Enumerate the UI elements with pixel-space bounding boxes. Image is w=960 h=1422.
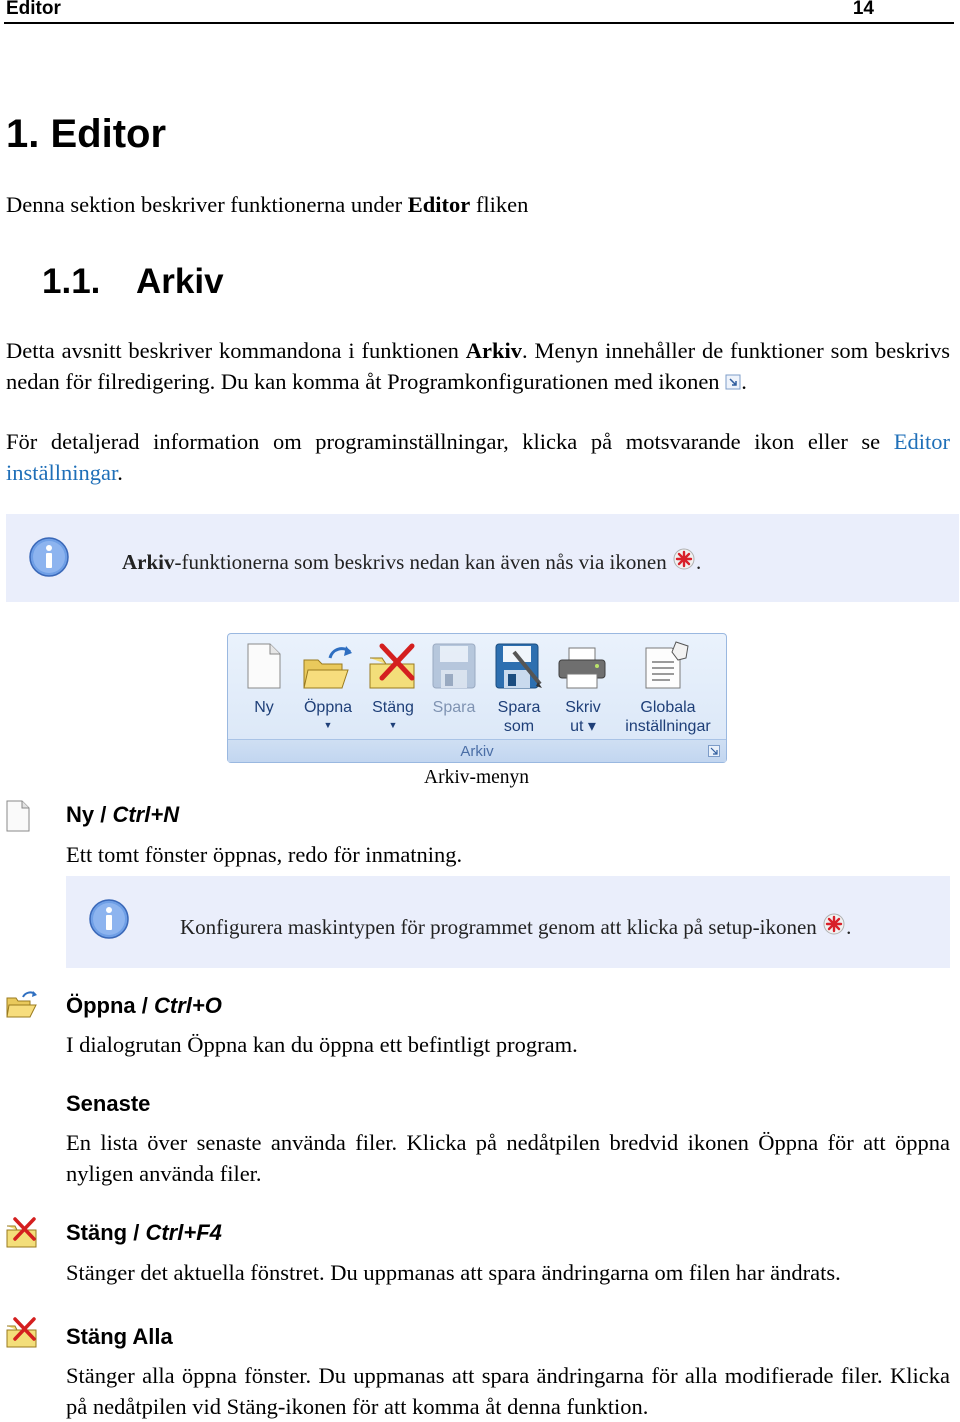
setup-icon[interactable] <box>672 547 696 571</box>
header-title: Editor <box>6 0 61 19</box>
cmd-new-name: Ny / <box>66 802 113 827</box>
note2-text: Konfigurera maskintypen för programmet genom att klicka på setup-ikonen <box>180 915 823 939</box>
heading-2 <box>42 262 224 302</box>
ribbon-new-button[interactable] <box>246 642 282 695</box>
cmd-open-title <box>66 993 222 1019</box>
save-disk-icon <box>431 677 477 694</box>
ribbon-global-label-1: Globala <box>640 699 696 716</box>
settings-document-icon <box>642 677 692 694</box>
setup-note <box>66 876 950 968</box>
ribbon-save-button[interactable] <box>431 642 477 695</box>
ribbon-save-as-button[interactable] <box>494 642 544 695</box>
info-icon <box>28 536 70 583</box>
ribbon-open-label: Öppna <box>303 699 353 716</box>
cmd-close-shortcut: Ctrl+F4 <box>145 1220 222 1245</box>
ribbon-group-label: Arkiv <box>460 743 494 760</box>
info-icon <box>88 898 130 945</box>
close-small-icon <box>6 1216 38 1253</box>
ribbon-print-label-1: Skriv <box>565 699 601 716</box>
intro-paragraph <box>6 189 528 220</box>
cmd-new-shortcut: Ctrl+N <box>112 802 180 827</box>
heading-1: 1. Editor <box>6 112 167 156</box>
ribbon-close-button[interactable] <box>368 642 418 695</box>
ribbon-close-label: Stäng <box>372 699 414 716</box>
note2-text-end: . <box>846 915 852 939</box>
cmd-close-desc: Stänger det aktuella fönstret. Du uppmanas att spara ändringarna om filen har ändrats. <box>66 1260 841 1285</box>
cmd-open-desc: I dialogrutan Öppna kan du öppna ett befintligt program. <box>66 1032 578 1057</box>
cmd-open-name: Öppna / <box>66 993 154 1018</box>
ribbon-open-button[interactable] <box>302 644 354 695</box>
info-note-text <box>122 547 701 575</box>
cmd-close-name: Stäng / <box>66 1220 146 1245</box>
paragraph-arkiv <box>6 335 950 397</box>
ribbon-group-footer <box>228 739 726 762</box>
ribbon-print-label-2: ut ▾ <box>570 718 596 735</box>
para1-text-end: . <box>741 369 747 394</box>
ribbon-global-label-2: inställningar <box>625 718 711 735</box>
cmd-open-shortcut: Ctrl+O <box>154 993 222 1018</box>
note1-bold: Arkiv <box>122 550 175 574</box>
new-document-small-icon <box>6 800 30 837</box>
close-dropdown-caret[interactable]: ▼ <box>388 720 398 730</box>
program-config-icon[interactable] <box>725 367 741 383</box>
ribbon-save-as-label-1: Spara <box>497 699 541 716</box>
cmd-recent-title: Senaste <box>66 1091 151 1116</box>
open-dropdown-caret[interactable]: ▼ <box>323 720 333 730</box>
cmd-new-desc: Ett tomt fönster öppnas, redo för inmatning. <box>66 842 463 867</box>
para1-text-mid: . Menyn innehåller de funktioner som beskrivs nedan för filredigering. Du kan komma åt Programkonfigurationen med ikonen <box>6 338 950 394</box>
cmd-close-title <box>66 1220 222 1246</box>
ribbon-save-as-label-2: som <box>503 718 535 735</box>
paragraph-details <box>6 426 950 488</box>
ribbon-global-settings-button[interactable] <box>642 640 692 695</box>
info-note <box>6 514 959 602</box>
editor-settings-link[interactable]: Editor inställningar <box>6 429 950 485</box>
open-folder-icon <box>302 677 354 694</box>
heading-2-title: Arkiv <box>136 262 224 301</box>
setup-note-text <box>180 912 851 940</box>
ribbon-new-label: Ny <box>254 699 274 716</box>
close-all-small-icon <box>6 1316 38 1353</box>
new-document-icon <box>246 677 282 694</box>
ribbon-print-button[interactable] <box>557 646 607 695</box>
dialog-launcher-icon[interactable] <box>708 744 720 762</box>
ribbon-caption: Arkiv-menyn <box>424 767 530 788</box>
para2-text-end: . <box>117 460 123 485</box>
cmd-close-all-desc: Stänger alla öppna fönster. Du uppmanas att spara ändringarna för alla modifierade filer. Klicka på nedåtpilen vid Stäng-ikonen för att komma åt denna funktion. <box>66 1363 950 1419</box>
running-header <box>4 0 954 24</box>
intro-bold: Editor <box>407 192 471 217</box>
cmd-close-all-title: Stäng Alla <box>66 1324 173 1349</box>
close-folder-icon <box>368 677 418 694</box>
printer-icon <box>557 677 607 694</box>
note1-text: -funktionerna som beskrivs nedan kan även nås via ikonen <box>174 550 672 574</box>
save-as-icon <box>494 677 544 694</box>
arkiv-ribbon <box>227 633 727 763</box>
intro-text-end: fliken <box>470 192 529 217</box>
page-number: 14 <box>852 0 874 19</box>
para2-text: För detaljerad information om programinställningar, klicka på motsvarande ikon eller se <box>6 429 894 454</box>
para1-text: Detta avsnitt beskriver kommandona i funktionen <box>6 338 466 363</box>
cmd-recent-desc: En lista över senaste använda filer. Klicka på nedåtpilen bredvid ikonen Öppna för att öppna nyligen använda filer. <box>66 1130 950 1186</box>
cmd-new-title <box>66 802 179 828</box>
open-folder-small-icon <box>6 990 38 1023</box>
intro-text: Denna sektion beskriver funktionerna under <box>6 192 408 217</box>
note1-text-end: . <box>695 550 702 574</box>
para1-bold: Arkiv <box>465 338 523 363</box>
ribbon-save-label: Spara <box>432 699 476 716</box>
setup-icon[interactable] <box>822 912 846 936</box>
heading-2-number: 1.1. <box>42 262 101 301</box>
